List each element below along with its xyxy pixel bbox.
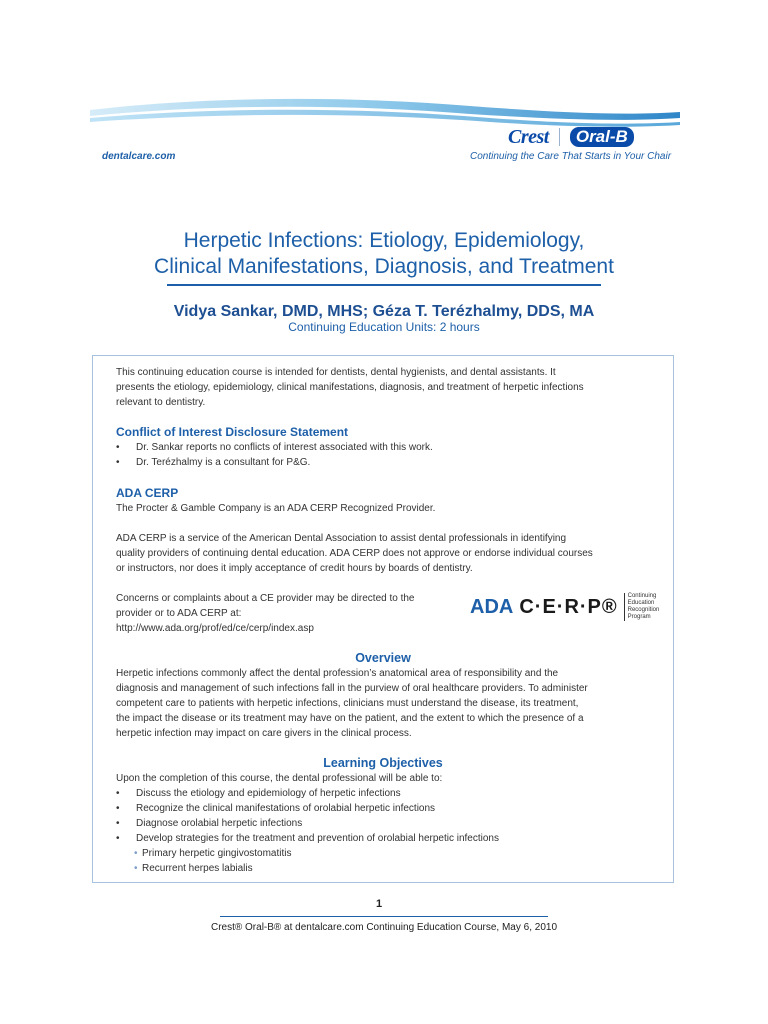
brand-logos — [508, 127, 634, 147]
footer-text: Crest® Oral-B® at dentalcare.com Continuing Education Course, May 6, 2010 — [210, 922, 557, 933]
ada-logo-text: ADA — [470, 595, 514, 618]
objectives-intro: Upon the completion of this course, the dental professional will be able to: — [116, 773, 443, 784]
list-item: • Dr. Terézhalmy is a consultant for P&G. — [116, 455, 656, 470]
learning-objectives-heading: Learning Objectives — [323, 756, 443, 770]
wave-swoosh-graphic — [90, 92, 680, 132]
list-item: • Discuss the etiology and epidemiology of herpetic infections — [116, 786, 661, 801]
intro-line: presents the etiology, epidemiology, clinical manifestations, diagnosis, and treatment of herpetic infections — [116, 382, 584, 393]
logo-divider — [559, 128, 560, 146]
intro-line: relevant to dentistry. — [116, 397, 206, 408]
ada-concerns-paragraph — [116, 591, 466, 636]
ada-provider-text: The Procter & Gamble Company is an ADA CERP Recognized Provider. — [116, 503, 436, 514]
intro-paragraph — [116, 365, 656, 410]
course-title-line1: Herpetic Infections: Etiology, Epidemiology, — [183, 229, 585, 252]
tagline: Continuing the Care That Starts in Your Chair — [470, 151, 672, 162]
conflict-heading: Conflict of Interest Disclosure Statement — [116, 425, 349, 439]
paragraph-line: competent care to patients with herpetic infections, clinicians must understand the disease, its treatment, — [116, 698, 579, 709]
crest-logo: Crest — [508, 125, 549, 148]
cerp-logo-subtitle: Continuing Education Recognition Program — [624, 593, 660, 621]
course-title-line2: Clinical Manifestations, Diagnosis, and Treatment — [154, 255, 614, 278]
sub-list-item: • Primary herpetic gingivostomatitis — [116, 846, 661, 861]
list-item: • Develop strategies for the treatment and prevention of orolabial herpetic infections — [116, 831, 661, 846]
oralb-logo: Oral-B — [570, 127, 634, 147]
ada-service-paragraph — [116, 531, 661, 576]
cerp-logo-text: C·E·R·P® — [519, 595, 618, 618]
ada-cerp-link[interactable]: http://www.ada.org/prof/ed/ce/cerp/index.asp — [116, 623, 314, 634]
paragraph-line: Concerns or complaints about a CE provider may be directed to the — [116, 593, 415, 604]
list-item: • Dr. Sankar reports no conflicts of interest associated with this work. — [116, 440, 656, 455]
sub-list-item: • Recurrent herpes labialis — [116, 861, 661, 876]
page-number: 1 — [376, 898, 383, 910]
list-item: • Recognize the clinical manifestations of orolabial herpetic infections — [116, 801, 661, 816]
authors: Vidya Sankar, DMD, MHS; Géza T. Terézhalmy, DDS, MA — [173, 303, 595, 320]
learning-objectives-list — [116, 771, 661, 876]
title-underline — [167, 284, 601, 286]
overview-paragraph — [116, 666, 661, 741]
paragraph-line: provider or to ADA CERP at: — [116, 608, 242, 619]
paragraph-line: herpetic infection may impact on care givers in the clinical process. — [116, 728, 412, 739]
ada-cerp-logo — [470, 593, 660, 621]
footer-divider — [220, 916, 548, 917]
overview-heading: Overview — [355, 651, 411, 665]
list-item: • Diagnose orolabial herpetic infections — [116, 816, 661, 831]
paragraph-line: Herpetic infections commonly affect the dental profession’s anatomical area of responsibility and the — [116, 668, 559, 679]
paragraph-line: quality providers of continuing dental education. ADA CERP does not approve or endorse individual courses — [116, 548, 593, 559]
paragraph-line: diagnosis and management of such infections fall in the purview of oral healthcare providers. To administer — [116, 683, 588, 694]
paragraph-line: the impact the disease or its treatment may have on the patient, and the extent to which the presence of a — [116, 713, 584, 724]
intro-line: This continuing education course is intended for dentists, dental hygienists, and dental assistants. It — [116, 367, 556, 378]
conflict-list — [116, 440, 656, 470]
ada-cerp-heading: ADA CERP — [116, 486, 179, 500]
paragraph-line: ADA CERP is a service of the American Dental Association to assist dental professionals in identifying — [116, 533, 567, 544]
paragraph-line: or instructors, nor does it imply acceptance of credit hours by boards of dentistry. — [116, 563, 473, 574]
ce-units: Continuing Education Units: 2 hours — [288, 320, 480, 334]
site-link[interactable]: dentalcare.com — [102, 151, 176, 162]
